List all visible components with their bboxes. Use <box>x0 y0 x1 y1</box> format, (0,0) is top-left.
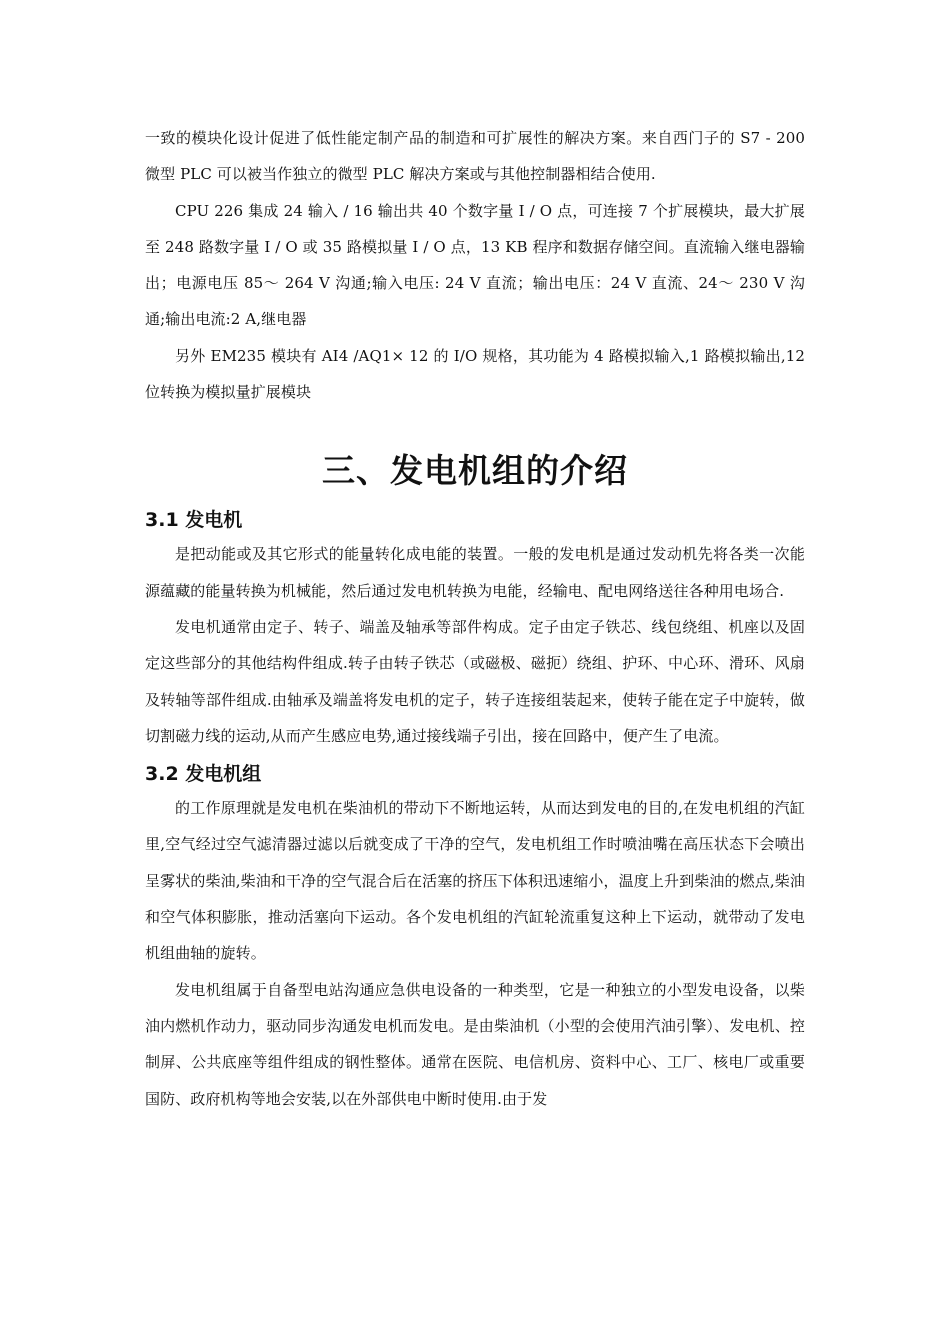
document-page <box>145 120 805 1117</box>
section-heading-generator-set: 3.2 发电机组 <box>145 763 262 786</box>
section-heading-generator: 3.1 发电机 <box>145 509 243 532</box>
generator-set-paragraph-2: 发电机组属于自备型电站沟通应急供电设备的一种类型，它是一种独立的小型发电设备，以柴油内燃机作动力，驱动同步沟通发电机而发电。是由柴油机（小型的会使用汽油引擎）、发电机、控制屏、公共底座等组件组成的钢性整体。通常在医院、电信机房、资料中心、工厂、核电厂或重要国防、政府机构等地会安装,以在外部供电中断时使用.由于发 <box>145 980 805 1108</box>
chapter-title: 三、发电机组的介绍 <box>322 451 628 491</box>
intro-paragraph-3: 另外 EM235 模块有 AI4 /AQ1× 12 的 I/O 规格，其功能为 4 路模拟输入,1 路模拟输出,12 位转换为模拟量扩展模块 <box>145 346 805 402</box>
generator-set-paragraph-1: 的工作原理就是发电机在柴油机的带动下不断地运转，从而达到发电的目的,在发电机组的汽缸里,空气经过空气滤清器过滤以后就变成了干净的空气，发电机组工作时喷油嘴在高压状态下会喷出呈雾状的柴油,柴油和干净的空气混合后在活塞的挤压下体积迅速缩小，温度上升到柴油的燃点,柴油和空气体积膨胀，推动活塞向下运动。各个发电机组的汽缸轮流重复这种上下运动，就带动了发电机组曲轴的旋转。 <box>145 799 805 963</box>
generator-paragraph-2: 发电机通常由定子、转子、端盖及轴承等部件构成。定子由定子铁芯、线包绕组、机座以及固定这些部分的其他结构件组成.转子由转子铁芯（或磁极、磁扼）绕组、护环、中心环、滑环、风扇及转轴等部件组成.由轴承及端盖将发电机的定子，转子连接组装起来，使转子能在定子中旋转，做切割磁力线的运动,从而产生感应电势,通过接线端子引出，接在回路中，便产生了电流。 <box>145 617 805 745</box>
intro-paragraph-1: 一致的模块化设计促进了低性能定制产品的制造和可扩展性的解决方案。来自西门子的 S7 - 200 微型 PLC 可以被当作独立的微型 PLC 解决方案或与其他控制器相结合使用. <box>145 129 805 184</box>
generator-paragraph-1: 是把动能或及其它形式的能量转化成电能的装置。一般的发电机是通过发动机先将各类一次能源蕴藏的能量转换为机械能，然后通过发电机转换为电能，经输电、配电网络送往各种用电场合. <box>145 545 805 600</box>
intro-paragraph-2: CPU 226 集成 24 输入 / 16 输出共 40 个数字量 I / O 点，可连接 7 个扩展模块，最大扩展至 248 路数字量 I / O 或 35 路模拟量 I / O 点，13 KB 程序和数据存储空间。直流输入继电器输出；电源电压 85～ 264 V 沟通;输入电压: 24 V 直流；输出电压：24 V 直流、24～ 230 V 沟通;输出电流:2 A,继电器 <box>145 201 805 329</box>
